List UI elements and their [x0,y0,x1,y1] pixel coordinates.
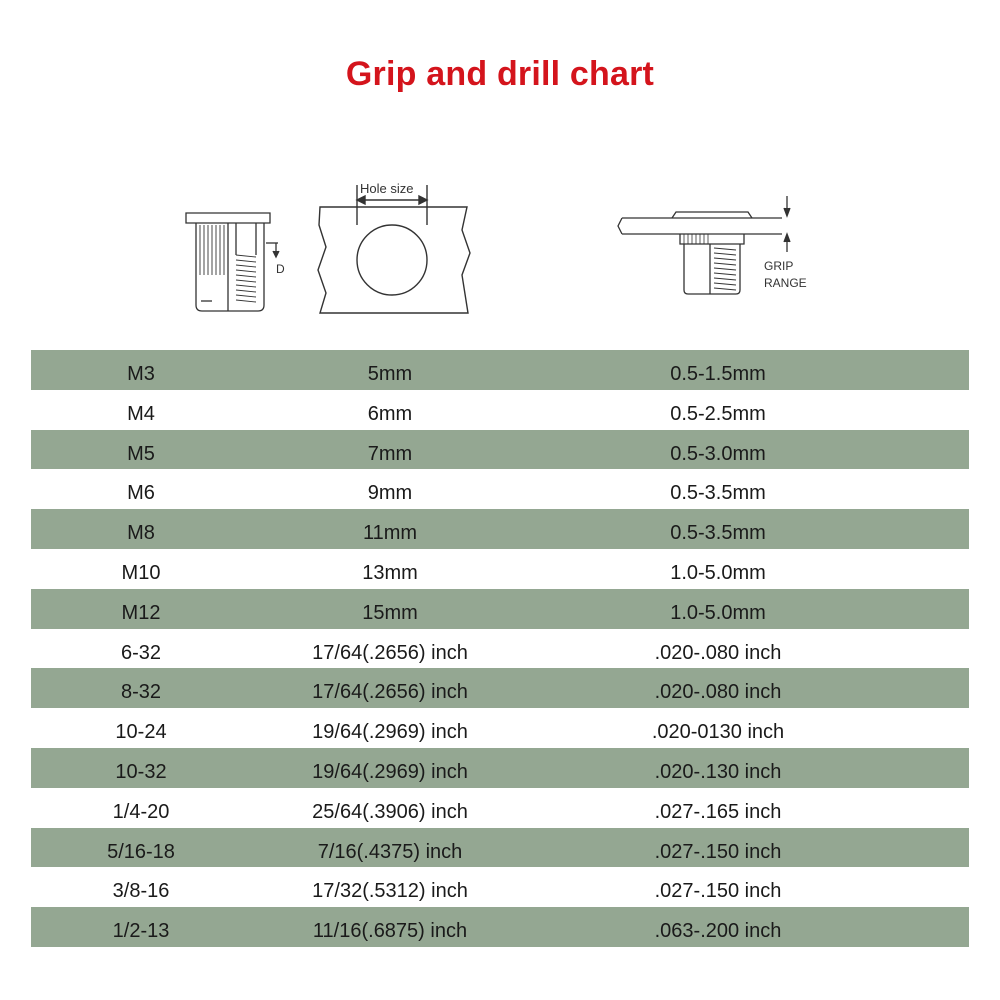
page-title: Grip and drill chart [345,55,655,93]
size-cell: M6 [127,482,155,505]
grip-range-cell: 0.5-3.5mm [670,482,766,505]
grip-range-cell: 1.0-5.0mm [670,601,766,624]
table-row [31,828,969,868]
table-row [31,668,969,708]
size-cell: M12 [121,601,161,624]
hole-size-diagram [312,175,477,325]
table-row [31,589,969,629]
size-cell: M3 [127,363,155,385]
table-row [31,509,969,549]
size-cell: M5 [127,442,155,465]
size-cell: 3/8-16 [112,880,170,903]
hole-size-cell: 7/16(.4375) inch [317,840,463,863]
size-cell: 5/16-18 [107,840,175,863]
size-cell: 10-32 [115,760,167,783]
grip-range-diagram [612,190,832,305]
grip-label-line2: RANGE [764,276,807,290]
grip-range-cell: 0.5-3.5mm [670,522,766,545]
grip-range-cell: .020-.130 inch [654,760,782,783]
size-cell: 8-32 [120,681,162,704]
grip-range-cell: .020-.080 inch [654,681,782,704]
grip-range-cell: .027-.165 inch [654,800,782,823]
table-row [31,350,969,390]
grip-range-cell: 0.5-1.5mm [670,363,766,385]
size-cell: M4 [127,402,155,425]
hole-size-cell: 13mm [362,561,418,584]
table-row [31,867,969,907]
size-cell: M8 [127,522,155,545]
grip-range-cell: 0.5-3.0mm [670,442,766,465]
hole-size-cell: 11/16(.6875) inch [312,920,468,943]
grip-range-cell: .020-.080 inch [654,641,782,664]
hole-size-cell: 7mm [367,442,413,465]
hole-size-cell: 19/64(.2969) inch [312,721,468,744]
hole-size-cell: 15mm [362,601,418,624]
hole-size-cell: 19/64(.2969) inch [312,760,468,783]
size-cell: 6-32 [120,641,162,664]
hole-size-cell: 17/64(.2656) inch [312,681,468,704]
hole-size-cell: 25/64(.3906) inch [312,800,468,823]
rivet-nut-diagram [180,205,290,325]
table-row [31,907,969,947]
table-row [31,469,969,509]
nut-d-label: D [276,262,285,276]
table-row [31,748,969,788]
grip-label-line1: GRIP [764,259,794,273]
table-row [31,788,969,828]
size-cell: 1/4-20 [112,800,170,823]
table-row [31,629,969,669]
size-cell: 1/2-13 [112,920,170,943]
hole-size-cell: 9mm [367,482,413,505]
table-row [31,708,969,748]
grip-range-cell: .063-.200 inch [654,920,782,943]
hole-size-cell: 11mm [362,522,418,545]
grip-drill-table [31,350,969,947]
hole-size-cell: 5mm [367,363,413,385]
grip-range-cell: 1.0-5.0mm [670,561,766,584]
hole-size-label: Hole size [360,181,414,196]
grip-range-cell: .027-.150 inch [654,840,782,863]
table-row [31,430,969,470]
grip-range-cell: .027-.150 inch [654,880,782,903]
size-cell: M10 [121,561,161,584]
size-cell: 10-24 [115,721,167,744]
table-row [31,390,969,430]
grip-range-cell: .020-0130 inch [651,721,785,744]
table-row [31,549,969,589]
hole-size-cell: 17/64(.2656) inch [312,641,468,664]
hole-size-cell: 17/32(.5312) inch [312,880,468,903]
hole-size-cell: 6mm [367,402,413,425]
grip-range-cell: 0.5-2.5mm [670,402,766,425]
